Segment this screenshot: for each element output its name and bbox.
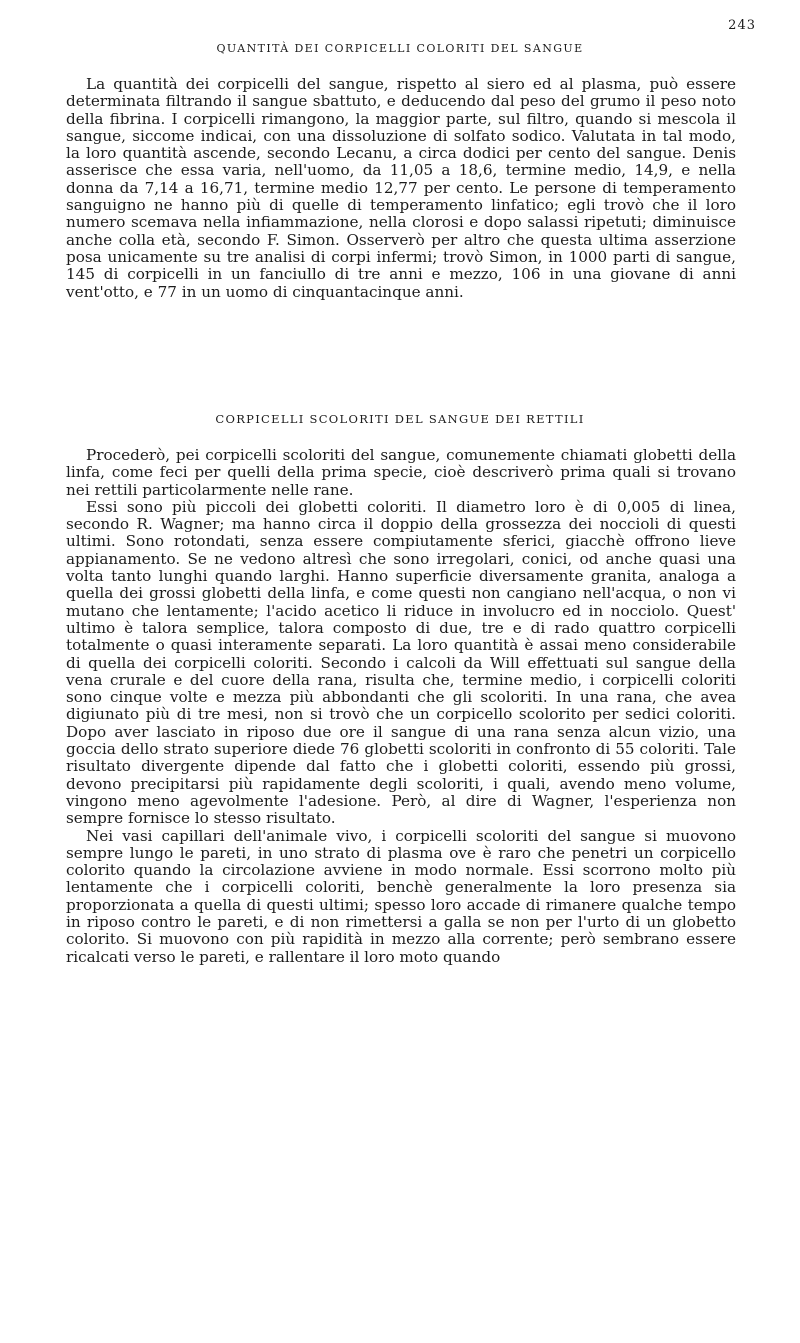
running-head: QUANTITÀ DEI CORPICELLI COLORITI DEL SANGUE (216, 42, 584, 55)
paragraph: Essi sono più piccoli dei globetti coloriti. Il diametro loro è di 0,005 di linea, secondo R. Wagner; ma hanno circa il doppio della grossezza dei noccioli di questi ultimi. Sono rotondati, senza essere compiutamente sferici, giacchè offrono lieve appianamento. Se ne vedono altresì che sono irregolari, conici, od anche quasi una volta tanto lunghi quando larghi. Hanno superficie diversamente granita, analoga a quella dei grossi globetti della linfa, e come questi non cangiano nell'acqua, o non vi mutano che lentamente; l'acido acetico li riduce in involucro ed in nocciolo. Quest' ultimo è talora semplice, talora composto di due, tre e di rado quattro corpicelli totalmente o quasi interamente separati. La loro quantità è assai meno considerabile di quella dei corpicelli coloriti. Secondo i calcoli da Will effettuati sul sangue della vena crurale e del cuore della rana, risulta che, termine medio, i corpicelli coloriti sono cinque volte e mezza più abbondanti che gli scoloriti. In una rana, che avea digiunato più di tre mesi, non si trovò che un corpicello scolorito per sedici coloriti. Dopo aver lasciato in riposo due ore il sangue di una rana senza alcun vizio, una goccia dello strato superiore diede 76 globetti scoloriti in confronto di 55 coloriti. Tale risultato divergente dipende dal fatto che i globetti coloriti, essendo più grossi, devono precipitarsi più rapidamente degli scoloriti, i quali, avendo meno volume, vingono meno agevolmente l'adesione. Però, al dire di Wagner, l'esperienza non sempre fornisce lo stesso risultato. (66, 497, 736, 828)
page-number: 243 (728, 18, 756, 33)
paragraph: Nei vasi capillari dell'animale vivo, i corpicelli scoloriti del sangue si muovono sempre lungo le pareti, in uno strato di plasma ove è raro che penetri un corpicello colorito quando la circolazione avviene in modo normale. Essi scorrono molto più lentamente che i corpicelli coloriti, benchè generalmente la loro presenza sia proporzionata a quella di questi ultimi; spesso loro accade di rimanere qualche tempo in riposo contro le pareti, e di non rimettersi a galla se non per l'urto di un globetto colorito. Si muovono con più rapidità in mezzo alla corrente; però sembrano essere ricalcati verso le pareti, e rallentare il loro moto quando (66, 826, 736, 966)
body-text-top (66, 76, 736, 301)
body-text-bottom (66, 447, 736, 966)
section-title: CORPICELLI SCOLORITI DEL SANGUE DEI RETTILI (215, 412, 585, 426)
paragraph: Procederò, pei corpicelli scoloriti del sangue, comunemente chiamati globetti della linfa, come feci per quelli della prima specie, cioè descriverò prima quali si trovano nei rettili particolarmente nelle rane. (66, 446, 736, 499)
paragraph: La quantità dei corpicelli del sangue, rispetto al siero ed al plasma, può essere determinata filtrando il sangue sbattuto, e deducendo dal peso del grumo il peso noto della fibrina. I corpicelli rimangono, la maggior parte, sul filtro, quando si mescola il sangue, siccome indicai, con una dissoluzione di solfato sodico. Valutata in tal modo, la loro quantità ascende, secondo Lecanu, a circa dodici per cento del sangue. Denis asserisce che essa varia, nell'uomo, da 11,05 a 18,6, termine medio, 14,9, e nella donna da 7,14 a 16,71, termine medio 12,77 per cento. Le persone di temperamento sanguigno ne hanno più di quelle di temperamento linfatico; egli trovò che il loro numero scemava nella infiammazione, nella clorosi e dopo salassi ripetuti; diminuisce anche colla età, secondo F. Simon. Osserverò per altro che questa ultima asserzione posa unicamente su tre analisi di corpi infermi; trovò Simon, in 1000 parti di sangue, 145 di corpicelli in un fanciullo di tre anni e mezzo, 106 in una giovane di anni vent'otto, e 77 in un uomo di cinquantacinque anni. (66, 75, 736, 301)
